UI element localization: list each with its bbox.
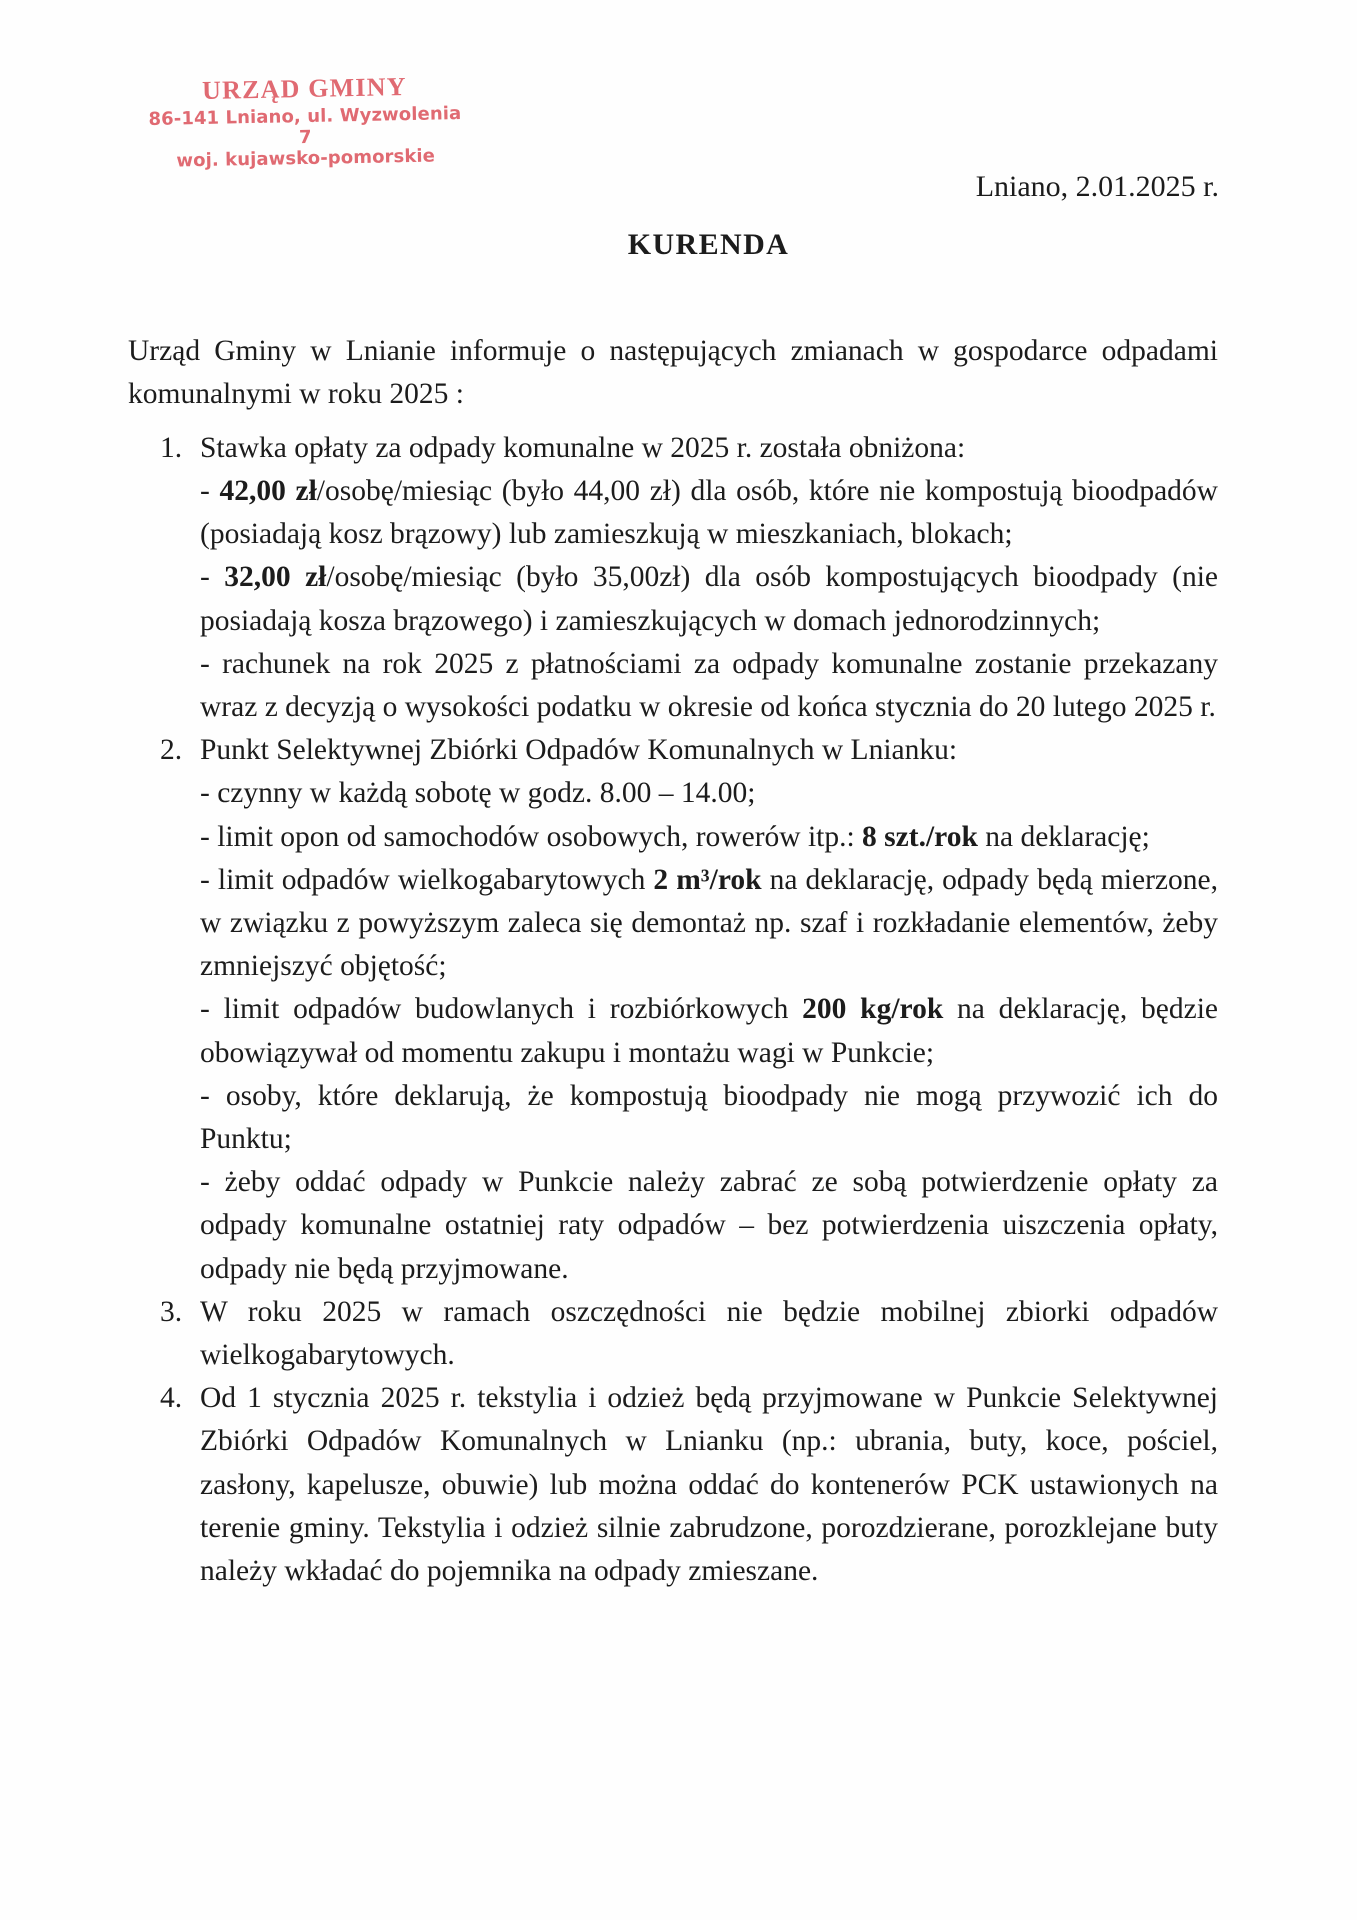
list-item <box>128 1377 1218 1593</box>
emphasised-value: 42,00 zł <box>219 474 317 507</box>
list-item-paragraph <box>200 988 1218 1074</box>
list-item-heading: Punkt Selektywnej Zbiórki Odpadów Komunalnych w Lnianku: <box>200 734 958 767</box>
paragraph-text: - żeby oddać odpady w Punkcie należy zabrać ze sobą potwierdzenie opłaty za odpady komunalne ostatniej raty odpadów – bez potwierdzenia uiszczenia opłaty, odpady nie będą przyjmowane. <box>200 1166 1218 1285</box>
paragraph-text: - limit opon od samochodów osobowych, rowerów itp.: <box>200 820 863 853</box>
list-item <box>128 729 1218 1291</box>
list-item-paragraph <box>200 1161 1218 1291</box>
list-item-paragraph <box>200 470 1218 556</box>
paragraph-text: W roku 2025 w ramach oszczędności nie będzie mobilnej zbiorki odpadów wielkogabarytowych. <box>200 1295 1218 1371</box>
stamp-office-name: URZĄD GMINY <box>201 72 407 105</box>
paragraph-text: - rachunek na rok 2025 z płatnościami za odpady komunalne zostanie przekazany wraz z decyzją o wysokości podatku w okresie od końca stycznia do 20 lutego 2025 r. <box>200 647 1218 723</box>
office-stamp <box>139 71 471 173</box>
stamp-address: 86-141 Lniano, ul. Wyzwolenia 7 <box>148 102 462 149</box>
emphasised-value: 32,00 zł <box>224 561 327 594</box>
intro-paragraph: Urząd Gminy w Lnianie informuje o następujących zmianach w gospodarce odpadami komunalnymi w roku 2025 : <box>128 335 1218 411</box>
paragraph-text: na deklarację, odpady będą mierzone, w związku z powyższym zaleca się demontaż np. szaf i rozkładanie elementów, żeby zmniejszyć objętość; <box>200 863 1218 983</box>
paragraph-text: - czynny w każdą sobotę w godz. 8.00 – 14.00; <box>200 777 756 810</box>
list-item-paragraph <box>200 859 1218 989</box>
numbered-items-list <box>128 427 1218 1593</box>
paragraph-text: - <box>200 474 220 507</box>
document-date: Lniano, 2.01.2025 r. <box>975 170 1219 203</box>
list-item <box>128 1291 1218 1377</box>
list-item-paragraph <box>200 643 1218 729</box>
list-item <box>128 427 1218 729</box>
document-body <box>128 330 1218 1593</box>
page-title: KURENDA <box>627 228 790 261</box>
emphasised-value: 200 kg/rok <box>802 993 944 1026</box>
stamp-voivodeship: woj. kujawsko-pomorskie <box>176 145 436 172</box>
list-item-paragraph <box>200 772 1218 815</box>
paragraph-text: - limit odpadów budowlanych i rozbiórkowych <box>200 993 803 1026</box>
paragraph-text: na deklarację; <box>977 820 1150 853</box>
list-item-heading: Stawka opłaty za odpady komunalne w 2025 r. została obniżona: <box>200 431 966 464</box>
paragraph-text: - osoby, które deklarują, że kompostują bioodpady nie mogą przywozić ich do Punktu; <box>200 1079 1218 1155</box>
paragraph-text: - <box>200 561 225 594</box>
paragraph-text: - limit odpadów wielkogabarytowych <box>200 863 654 896</box>
list-item-paragraph <box>200 1291 1218 1377</box>
paragraph-text: Od 1 stycznia 2025 r. tekstylia i odzież będą przyjmowane w Punkcie Selektywnej Zbiórki Odpadów Komunalnych w Lnianku (np.: ubrania, buty, koce, pościel, zasłony, kapelusze, obuwie) lub można oddać do kontenerów PCK ustawionych na terenie gminy. Tekstylia i odzież silnie zabrudzone, porozdzierane, porozklejane buty należy wkładać do pojemnika na odpady zmieszane. <box>200 1382 1218 1587</box>
list-item-paragraph <box>200 816 1218 859</box>
paragraph-text: /osobę/miesiąc (było 35,00zł) dla osób kompostujących bioodpady (nie posiadają kosza brązowego) i zamieszkujących w domach jednorodzinnych; <box>200 561 1218 637</box>
list-item-paragraph <box>200 1377 1218 1593</box>
emphasised-value: 8 szt./rok <box>862 820 978 853</box>
paragraph-text: na deklarację, będzie obowiązywał od momentu zakupu i montażu wagi w Punkcie; <box>200 993 1218 1069</box>
list-item-paragraph <box>200 556 1218 642</box>
list-item-paragraph <box>200 1075 1218 1161</box>
paragraph-text: /osobę/miesiąc (było 44,00 zł) dla osób, które nie kompostują bioodpadów (posiadają kosz brązowy) lub zamieszkują w mieszkaniach, blokach; <box>200 474 1218 551</box>
emphasised-value: 2 m³/rok <box>653 863 762 896</box>
